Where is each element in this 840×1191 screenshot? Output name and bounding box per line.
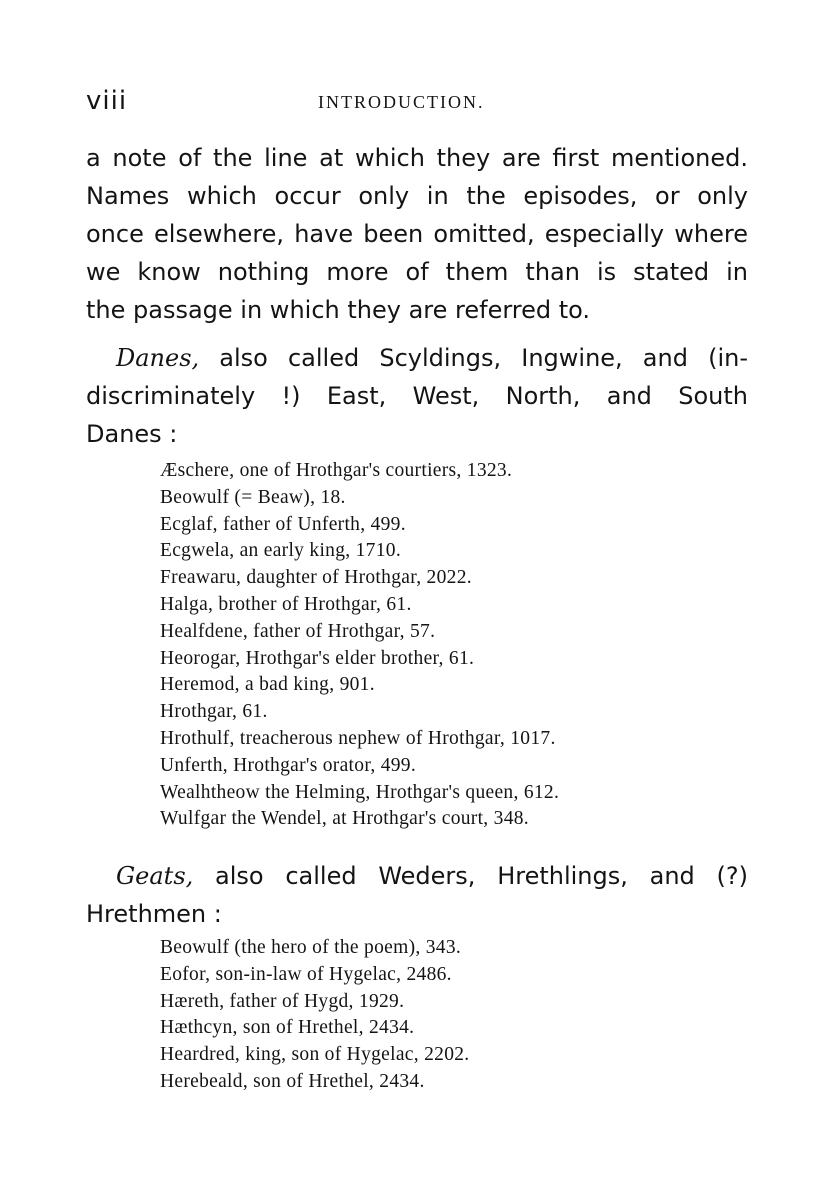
list-item: Healfdene, father of Hrothgar, 57. [160,620,436,642]
list-item: Æschere, one of Hrothgar's courtiers, 1323. [160,460,513,481]
list-item: Hæreth, father of Hygd, 1929. [160,990,405,1012]
list-item: Halga, brother of Hrothgar, 61. [160,593,412,615]
running-head [86,86,754,122]
list-item: Ecgwela, an early king, 1710. [160,540,401,562]
paragraph-line: a note of the line at which they are first mentioned. [86,144,748,172]
list-item: Heorogar, Hrothgar's elder brother, 61. [160,647,475,669]
running-title: INTRODUCTION. [318,92,485,112]
danes-name-list [160,458,559,833]
paragraph-line: discriminately !) East, West, North, and South [86,382,748,410]
paragraph-line: Hrethmen : [86,900,222,928]
list-item: Hæthcyn, son of Hrethel, 2434. [160,1017,415,1039]
list-item: Eofor, son-in-law of Hygelac, 2486. [160,963,452,985]
geats-heading-text: also called Weders, Hrethlings, and (?) [193,862,748,890]
danes-section-heading [86,339,748,453]
paragraph-line: once elsewhere, have been omitted, especially where [86,220,748,248]
list-item: Wealhtheow the Helming, Hrothgar's queen, 612. [160,781,560,803]
geats-name-list [160,935,469,1096]
paragraph-line: the passage in which they are referred to. [86,296,591,324]
list-item: Hrothgar, 61. [160,701,268,723]
danes-heading-text: also called Scyldings, Ingwine, and (in- [199,344,748,372]
danes-heading-word: Danes, [116,344,200,372]
list-item: Heremod, a bad king, 901. [160,674,375,696]
list-item: Herebeald, son of Hrethel, 2434. [160,1070,425,1092]
list-item: Freawaru, daughter of Hrothgar, 2022. [160,567,472,589]
list-item: Wulfgar the Wendel, at Hrothgar's court, 348. [160,808,529,830]
paragraph-line: Danes : [86,420,178,448]
geats-heading-word: Geats, [116,862,194,890]
page-number: viii [86,86,128,116]
list-item: Ecglaf, father of Unferth, 499. [160,513,406,535]
geats-section-heading [86,857,748,933]
paragraph-line: Names which occur only in the episodes, or only [86,182,748,210]
list-item: Hrothulf, treacherous nephew of Hrothgar, 1017. [160,727,556,749]
paragraph-line: we know nothing more of them than is stated in [86,258,748,286]
list-item: Beowulf (the hero of the poem), 343. [160,937,462,958]
list-item: Heardred, king, son of Hygelac, 2202. [160,1044,470,1066]
paragraph-line [86,857,748,895]
list-item: Unferth, Hrothgar's orator, 499. [160,754,417,776]
intro-paragraph [86,139,748,329]
list-item: Beowulf (= Beaw), 18. [160,486,346,508]
paragraph-line [86,339,748,377]
